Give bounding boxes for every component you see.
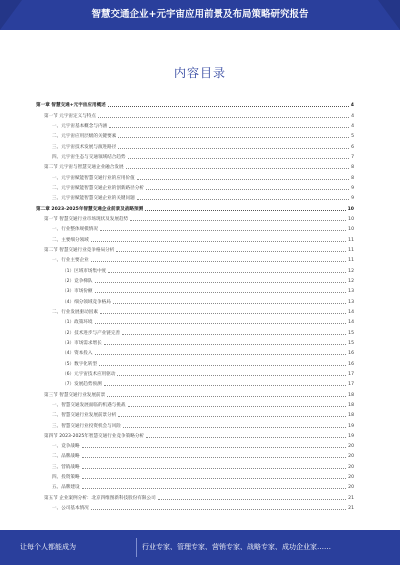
toc-entry-page: 19 (348, 433, 354, 439)
toc-entry-title: 第一节 智慧交通行业市场现状及发展趋势 (44, 216, 129, 222)
toc-entry[interactable] (36, 325, 354, 335)
toc-dot-leader (82, 456, 347, 458)
toc-entry-title: 第二节 智慧交通行业竞争格局分析 (44, 247, 115, 253)
toc-entry-page: 20 (348, 464, 354, 470)
toc-dot-leader (82, 487, 347, 489)
toc-entry-page: 12 (348, 278, 354, 284)
toc-dot-leader (99, 364, 346, 366)
report-header-bar (0, 0, 400, 30)
toc-entry-page: 10 (347, 206, 354, 212)
toc-entry-title: （3）市场需求增长 (62, 340, 102, 346)
toc-dot-leader (95, 281, 347, 283)
toc-dot-leader (95, 291, 347, 293)
toc-entry-title: 一、行业整体规模情况 (52, 227, 98, 233)
toc-entry[interactable] (36, 232, 354, 242)
footer-slogan: 让每个人都能成为 (20, 543, 76, 551)
toc-entry-page: 10 (348, 216, 354, 222)
toc-entry-page: 21 (348, 506, 354, 512)
toc-dot-leader (108, 271, 346, 273)
toc-entry[interactable] (36, 408, 354, 418)
toc-dot-leader (123, 426, 346, 428)
header-right-accent (378, 0, 400, 30)
toc-entry-title: 一、行业主要企业 (52, 258, 89, 264)
toc-dot-leader (109, 126, 349, 128)
toc-entry-title: 一、竞争战略 (52, 444, 80, 450)
toc-entry-title: 四、投资策略 (52, 475, 80, 481)
toc-entry-title: 第五节 企业案例分析：北京四维图新科技股份有限公司 (44, 495, 156, 501)
toc-entry-page: 13 (348, 289, 354, 295)
header-left-accent (0, 0, 22, 30)
toc-entry-title: 三、智慧交通行业投资机会与风险 (52, 423, 121, 429)
toc-dot-leader (137, 198, 349, 200)
toc-entry-page: 8 (351, 175, 354, 181)
toc-entry-page: 11 (348, 237, 354, 243)
toc-dot-leader (107, 395, 346, 397)
toc-entry-page: 18 (348, 402, 354, 408)
toc-entry[interactable] (36, 170, 354, 180)
toc-entry-page: 15 (348, 340, 354, 346)
toc-entry-title: （4）细分领域竞争格局 (62, 299, 111, 305)
toc-dot-leader (146, 188, 349, 190)
toc-entry-page: 20 (348, 485, 354, 491)
toc-dot-leader (95, 353, 347, 355)
toc-entry-title: （5）数字化转型 (62, 361, 98, 367)
toc-dot-leader (128, 405, 347, 407)
toc-entry-page: 4 (351, 113, 354, 119)
toc-dot-leader (100, 312, 346, 314)
toc-entry[interactable] (36, 294, 354, 304)
toc-entry[interactable] (36, 139, 354, 149)
toc-dot-leader (113, 302, 346, 304)
toc-entry-page: 15 (348, 330, 354, 336)
toc-entry-title: 一、公司基本情况 (52, 506, 89, 512)
toc-entry[interactable] (36, 501, 354, 511)
toc-dot-leader (118, 136, 349, 138)
toc-entry[interactable] (36, 212, 354, 222)
toc-entry[interactable] (36, 129, 354, 139)
toc-entry-title: 第三节 智慧交通行业发展前景 (44, 392, 106, 398)
toc-entry-page: 8 (351, 165, 354, 171)
toc-entry-page: 20 (348, 475, 354, 481)
toc-entry-title: 第二章 2023-2025年智慧交通企业前景及战略预测 (36, 206, 144, 212)
toc-entry-page: 7 (351, 154, 354, 160)
toc-entry-title: 三、元宇宙技术发展与演进路径 (52, 144, 117, 150)
toc-entry[interactable] (36, 418, 354, 428)
toc-entry-page: 17 (348, 371, 354, 377)
toc-entry-page: 10 (348, 227, 354, 233)
toc-entry-title: （3）市场份额 (62, 289, 93, 295)
toc-dot-leader (118, 415, 346, 417)
toc-entry[interactable] (36, 439, 354, 449)
toc-entry-page: 11 (348, 247, 354, 253)
toc-entry-title: （1）区域市场集中度 (62, 268, 107, 274)
toc-dot-leader (126, 167, 350, 169)
toc-entry[interactable] (36, 346, 354, 356)
toc-entry-page: 9 (351, 196, 354, 202)
toc-entry[interactable] (36, 356, 354, 366)
toc-dot-leader (91, 260, 346, 262)
toc-entry[interactable] (36, 459, 354, 469)
toc-entry[interactable] (36, 480, 354, 490)
toc-entry-title: （1）政策环境 (62, 320, 93, 326)
toc-entry-page: 16 (348, 361, 354, 367)
toc-dot-leader (104, 343, 346, 345)
toc-entry-page: 19 (348, 423, 354, 429)
toc-entry[interactable] (36, 367, 354, 377)
toc-entry[interactable] (36, 398, 354, 408)
toc-dot-leader (116, 250, 346, 252)
toc-dot-leader (118, 147, 349, 149)
toc-heading: 内容目录 (173, 66, 226, 80)
toc-entry-title: 二、主要细分领域 (52, 237, 89, 243)
report-title: 智慧交通企业+元宇宙应用前景及布局策略研究报告 (91, 9, 309, 20)
toc-entry-title: （2）技术进步与产业链完善 (62, 330, 121, 336)
toc-entry-title: 第一章 智慧交通+元宇宙应用概述 (36, 103, 106, 109)
toc-entry-title: （7）发展趋势预测 (62, 382, 102, 388)
toc-entry-page: 11 (348, 258, 354, 264)
toc-dot-leader (137, 178, 349, 180)
toc-dot-leader (104, 384, 346, 386)
toc-dot-leader (91, 508, 346, 510)
toc-entry[interactable] (36, 387, 354, 397)
toc-entry-title: 二、元宇宙赋能智慧交通企业的创新路径分析 (52, 185, 144, 191)
footer-roles: 行业专家、管理专家、营销专家、战略专家、成功企业家…… (142, 543, 331, 551)
toc-entry[interactable] (36, 191, 354, 201)
toc-entry-page: 12 (348, 268, 354, 274)
toc-entry[interactable] (36, 222, 354, 232)
toc-entry-title: 一、智慧交通发展面临的机遇与挑战 (52, 402, 126, 408)
toc-entry-title: 一、元宇宙赋能智慧交通行业的应用价值 (52, 175, 135, 181)
toc-entry[interactable] (36, 253, 354, 263)
toc-entry-page: 13 (348, 299, 354, 305)
toc-entry-page: 14 (348, 320, 354, 326)
toc-entry-page: 20 (348, 454, 354, 460)
toc-entry-title: （4）资本投入 (62, 351, 93, 357)
toc-entry[interactable] (36, 181, 354, 191)
toc-entry[interactable] (36, 284, 354, 294)
toc-dot-leader (128, 157, 350, 159)
toc-entry-page: 4 (350, 103, 354, 109)
toc-entry-page: 17 (348, 382, 354, 388)
toc-entry-title: 三、营销战略 (52, 464, 80, 470)
toc-entry[interactable] (36, 108, 354, 118)
toc-entry[interactable] (36, 377, 354, 387)
toc-entry-page: 21 (348, 495, 354, 501)
toc-entry[interactable] (36, 315, 354, 325)
toc-dot-leader (130, 219, 346, 221)
toc-dot-leader (145, 209, 345, 211)
toc-entry-title: 三、元宇宙赋能智慧交通企业的关键问题 (52, 196, 135, 202)
toc-entry[interactable] (36, 336, 354, 346)
toc-entry-title: （2）竞争梯队 (62, 278, 93, 284)
toc-entry-page: 6 (351, 144, 354, 150)
toc-entry-title: 第四节 2023-2025年智慧交通行业竞争策略分析 (44, 433, 145, 439)
toc-entry-page: 9 (351, 185, 354, 191)
toc-entry[interactable] (36, 119, 354, 129)
toc-entry-page: 18 (348, 413, 354, 419)
toc-entry-page: 18 (348, 392, 354, 398)
table-of-contents (36, 98, 354, 511)
toc-entry[interactable] (36, 98, 354, 108)
toc-dot-leader (82, 477, 347, 479)
toc-entry-title: 五、品牌建设 (52, 485, 80, 491)
toc-entry-page: 20 (348, 444, 354, 450)
toc-entry[interactable] (36, 150, 354, 160)
toc-entry[interactable] (36, 429, 354, 439)
toc-dot-leader (98, 116, 349, 118)
toc-dot-leader (91, 240, 346, 242)
toc-dot-leader (100, 229, 346, 231)
toc-entry-page: 14 (348, 309, 354, 315)
toc-entry-page: 16 (348, 351, 354, 357)
toc-dot-leader (158, 498, 346, 500)
toc-entry-title: （6）元宇宙技术应用驱动 (62, 371, 116, 377)
toc-entry-title: 二、品牌战略 (52, 454, 80, 460)
toc-dot-leader (122, 333, 346, 335)
footer-banner (0, 530, 400, 565)
toc-entry-page: 4 (351, 123, 354, 129)
toc-dot-leader (117, 374, 346, 376)
toc-entry-title: 四、元宇宙生态与交通领域结合趋势 (52, 154, 126, 160)
toc-dot-leader (82, 467, 347, 469)
toc-entry-title: 第一节 元宇宙定义与特点 (44, 113, 96, 119)
toc-dot-leader (146, 436, 346, 438)
toc-entry[interactable] (36, 490, 354, 500)
toc-dot-leader (95, 322, 347, 324)
toc-entry-title: 二、行业发展驱动因素 (52, 309, 98, 315)
toc-dot-leader (82, 446, 347, 448)
toc-entry[interactable] (36, 305, 354, 315)
toc-entry-title: 第二节 元宇宙与智慧交通企业融合发展 (44, 165, 124, 171)
toc-entry-title: 二、智慧交通行业发展前景分析 (52, 413, 117, 419)
toc-entry-title: 二、元宇宙应用层级的关键要素 (52, 134, 117, 140)
toc-entry[interactable] (36, 201, 354, 211)
toc-entry[interactable] (36, 470, 354, 480)
footer-divider (136, 538, 137, 557)
toc-entry[interactable] (36, 274, 354, 284)
toc-dot-leader (108, 105, 349, 107)
toc-entry[interactable] (36, 243, 354, 253)
toc-entry[interactable] (36, 160, 354, 170)
toc-entry[interactable] (36, 449, 354, 459)
toc-entry-page: 5 (351, 134, 354, 140)
toc-entry[interactable] (36, 263, 354, 273)
toc-entry-title: 一、元宇宙基本概念与内涵 (52, 123, 108, 129)
